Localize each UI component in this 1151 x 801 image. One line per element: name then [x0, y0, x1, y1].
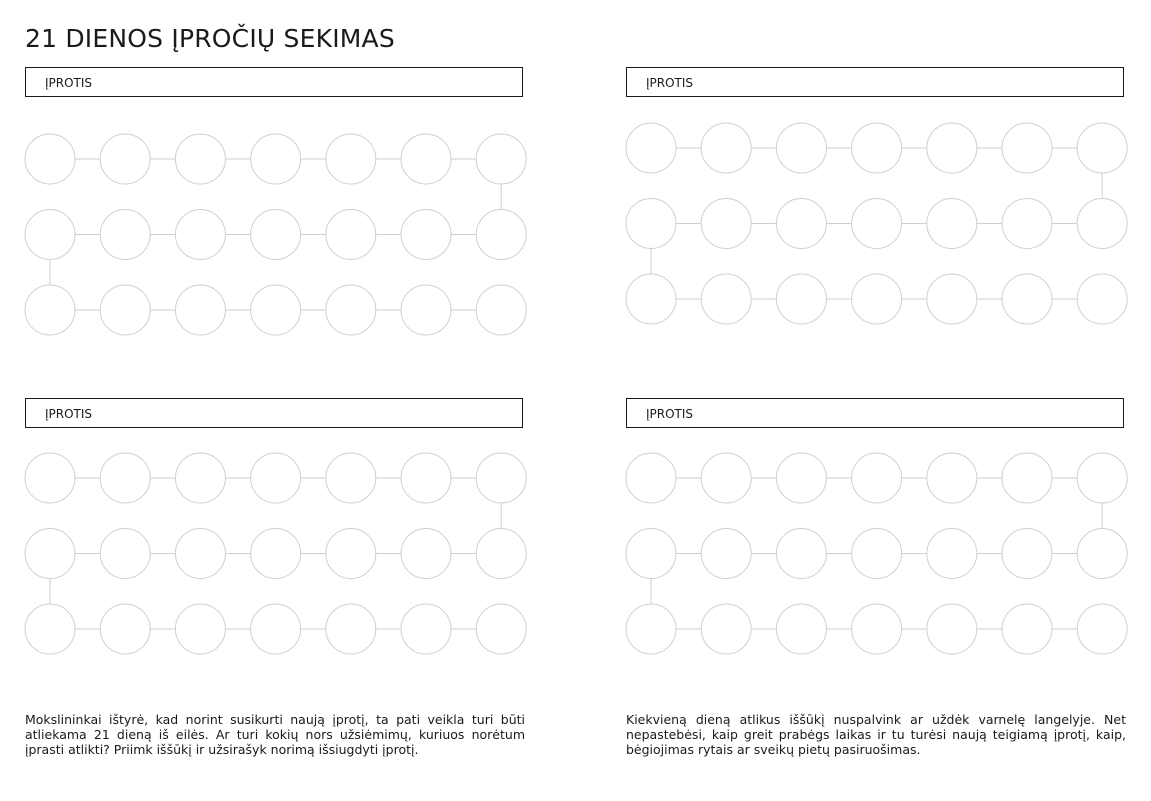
day-circle[interactable]: [476, 529, 526, 579]
day-circle[interactable]: [401, 604, 451, 654]
day-circle[interactable]: [1002, 604, 1052, 654]
day-circle[interactable]: [401, 210, 451, 260]
day-circle[interactable]: [776, 604, 826, 654]
habit-label: ĮPROTIS: [45, 76, 93, 90]
day-circle[interactable]: [100, 134, 150, 184]
day-grid-4: [626, 453, 1126, 655]
day-circle[interactable]: [852, 529, 902, 579]
day-grid-1: [25, 134, 525, 336]
day-circle[interactable]: [25, 134, 75, 184]
day-grid-3: [25, 453, 525, 655]
habit-label: ĮPROTIS: [646, 407, 694, 421]
day-circle[interactable]: [852, 123, 902, 173]
day-circle[interactable]: [852, 604, 902, 654]
day-circle[interactable]: [1077, 604, 1127, 654]
day-circle[interactable]: [927, 123, 977, 173]
day-circle[interactable]: [476, 604, 526, 654]
day-circle[interactable]: [701, 604, 751, 654]
day-circle[interactable]: [326, 134, 376, 184]
day-circle[interactable]: [401, 529, 451, 579]
day-circle[interactable]: [701, 529, 751, 579]
day-circle[interactable]: [401, 134, 451, 184]
day-circle[interactable]: [1077, 453, 1127, 503]
habit-label: ĮPROTIS: [45, 407, 93, 421]
day-circle[interactable]: [701, 199, 751, 249]
day-circle[interactable]: [401, 285, 451, 335]
day-circle[interactable]: [326, 529, 376, 579]
day-circle[interactable]: [626, 274, 676, 324]
day-circle[interactable]: [476, 210, 526, 260]
day-grid-2: [626, 123, 1126, 325]
day-circle[interactable]: [251, 285, 301, 335]
day-circle[interactable]: [1077, 199, 1127, 249]
day-circle[interactable]: [701, 274, 751, 324]
day-circle[interactable]: [776, 199, 826, 249]
day-circle[interactable]: [251, 210, 301, 260]
day-circle[interactable]: [776, 274, 826, 324]
day-circle[interactable]: [476, 134, 526, 184]
day-circle[interactable]: [100, 604, 150, 654]
day-circle[interactable]: [476, 285, 526, 335]
day-circle[interactable]: [927, 199, 977, 249]
day-circle[interactable]: [776, 529, 826, 579]
day-circle[interactable]: [626, 453, 676, 503]
day-circle[interactable]: [100, 285, 150, 335]
day-circle[interactable]: [251, 604, 301, 654]
day-circle[interactable]: [175, 285, 225, 335]
day-circle[interactable]: [927, 453, 977, 503]
description-right: Kiekvieną dieną atlikus iššūkį nuspalvink ar uždėk varnelę langelyje. Net nepastebėsi, kaip greit prabėgs laikas ir tu turėsi naują teigiamą įprotį, kaip, bėgiojimas rytais ar sveikų pietų pasiruošimas.: [626, 712, 1126, 757]
day-circle[interactable]: [1077, 123, 1127, 173]
day-circle[interactable]: [100, 210, 150, 260]
day-circle[interactable]: [25, 210, 75, 260]
day-circle[interactable]: [25, 604, 75, 654]
description-left: Mokslininkai ištyrė, kad norint susikurti naują įprotį, ta pati veikla turi būti atliekama 21 dieną iš eilės. Ar turi kokių nors užsiėmimų, kuriuos norėtum įprasti atlikti? Priimk iššūkį ir užsirašyk norimą išsiugdyti įprotį.: [25, 712, 525, 757]
day-circle[interactable]: [326, 285, 376, 335]
day-circle[interactable]: [626, 123, 676, 173]
habit-input-2[interactable]: [626, 67, 1124, 97]
day-circle[interactable]: [175, 134, 225, 184]
day-circle[interactable]: [100, 529, 150, 579]
habit-label: ĮPROTIS: [646, 76, 694, 90]
day-circle[interactable]: [175, 529, 225, 579]
day-circle[interactable]: [626, 604, 676, 654]
day-circle[interactable]: [1002, 199, 1052, 249]
day-circle[interactable]: [175, 604, 225, 654]
day-circle[interactable]: [175, 210, 225, 260]
day-circle[interactable]: [1077, 529, 1127, 579]
day-circle[interactable]: [25, 285, 75, 335]
day-circle[interactable]: [701, 453, 751, 503]
day-circle[interactable]: [927, 604, 977, 654]
habit-input-3[interactable]: [25, 398, 523, 428]
day-circle[interactable]: [251, 529, 301, 579]
day-circle[interactable]: [776, 453, 826, 503]
day-circle[interactable]: [1002, 529, 1052, 579]
day-circle[interactable]: [1002, 453, 1052, 503]
day-circle[interactable]: [251, 453, 301, 503]
day-circle[interactable]: [852, 453, 902, 503]
day-circle[interactable]: [25, 453, 75, 503]
day-circle[interactable]: [776, 123, 826, 173]
day-circle[interactable]: [251, 134, 301, 184]
day-circle[interactable]: [927, 274, 977, 324]
day-circle[interactable]: [401, 453, 451, 503]
day-circle[interactable]: [326, 604, 376, 654]
habit-input-4[interactable]: [626, 398, 1124, 428]
day-circle[interactable]: [852, 199, 902, 249]
day-circle[interactable]: [626, 529, 676, 579]
day-circle[interactable]: [701, 123, 751, 173]
habit-input-1[interactable]: [25, 67, 523, 97]
day-circle[interactable]: [326, 210, 376, 260]
day-circle[interactable]: [626, 199, 676, 249]
day-circle[interactable]: [100, 453, 150, 503]
day-circle[interactable]: [1002, 274, 1052, 324]
day-circle[interactable]: [927, 529, 977, 579]
day-circle[interactable]: [326, 453, 376, 503]
day-circle[interactable]: [25, 529, 75, 579]
page-title: 21 DIENOS ĮPROČIŲ SEKIMAS: [25, 24, 395, 53]
day-circle[interactable]: [175, 453, 225, 503]
day-circle[interactable]: [852, 274, 902, 324]
day-circle[interactable]: [1077, 274, 1127, 324]
day-circle[interactable]: [476, 453, 526, 503]
day-circle[interactable]: [1002, 123, 1052, 173]
